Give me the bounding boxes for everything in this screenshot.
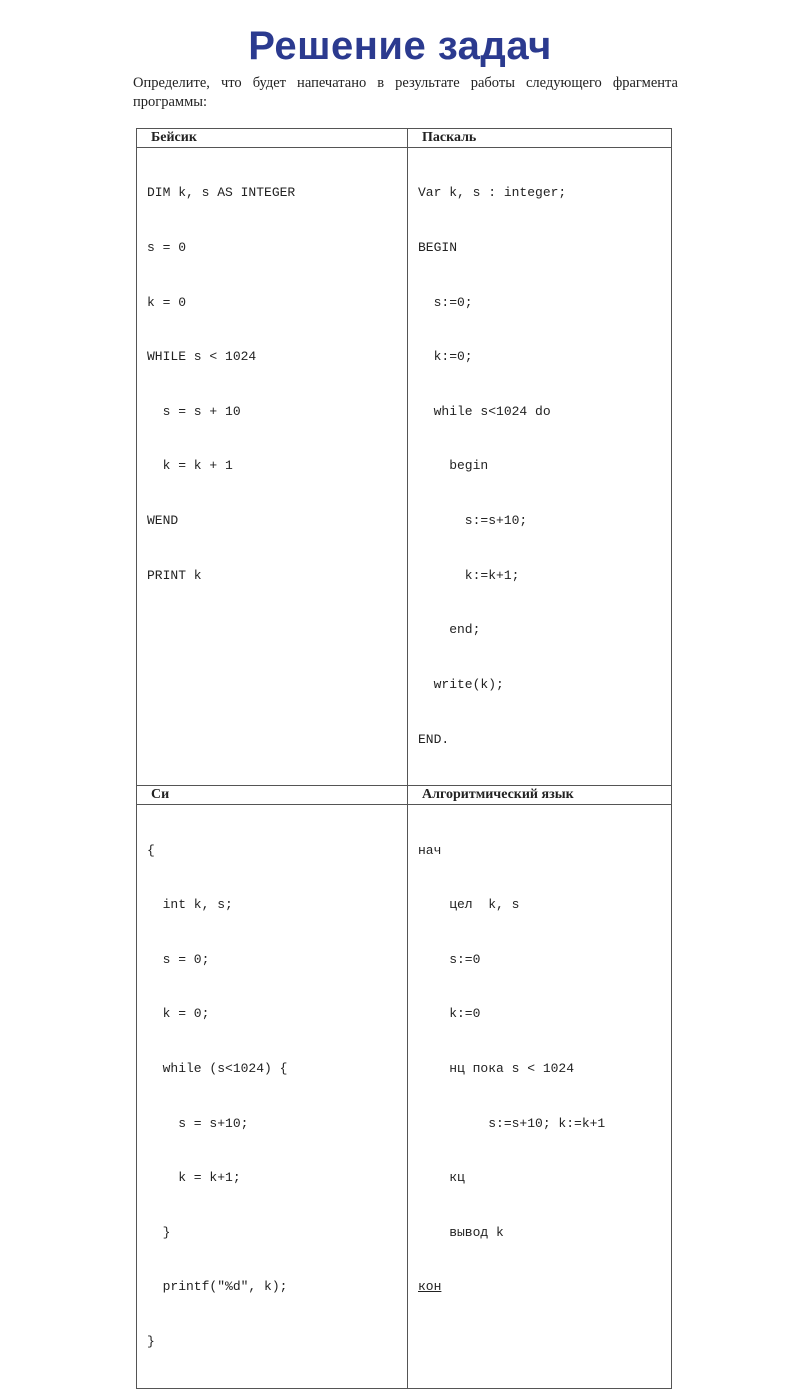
- column-header-basic: Бейсик: [137, 129, 408, 148]
- code-line: нц пока s < 1024: [418, 1060, 575, 1076]
- code-line: s:=s+10;: [418, 513, 528, 529]
- code-line: s:=s+10; k:=k+1: [418, 1115, 606, 1131]
- code-line: s = s + 10: [147, 403, 241, 419]
- column-header-c: Си: [137, 786, 408, 805]
- code-pascal: [408, 148, 672, 786]
- code-line: WEND: [147, 513, 179, 529]
- code-line: end;: [418, 622, 481, 638]
- code-line: s:=0: [418, 951, 481, 967]
- code-table: [136, 128, 672, 1389]
- code-line: s = s+10;: [147, 1115, 249, 1131]
- column-header-algorithmic: Алгоритмический язык: [408, 786, 672, 805]
- code-line: k = k + 1: [147, 458, 233, 474]
- code-line: PRINT k: [147, 567, 202, 583]
- code-line: while (s<1024) {: [147, 1060, 288, 1076]
- code-basic: [137, 148, 408, 786]
- code-line: END.: [418, 731, 450, 747]
- code-line: {: [147, 842, 155, 858]
- code-line: WHILE s < 1024: [147, 349, 257, 365]
- code-line: k:=0;: [418, 349, 473, 365]
- code-line: k = 0;: [147, 1006, 210, 1022]
- code-line: кц: [418, 1170, 465, 1186]
- code-line: k:=k+1;: [418, 567, 520, 583]
- column-header-pascal: Паскаль: [408, 129, 672, 148]
- code-line: }: [147, 1334, 155, 1349]
- code-line: вывод k: [418, 1224, 504, 1240]
- code-line: k = 0: [147, 294, 187, 310]
- code-line: s:=0;: [418, 294, 473, 310]
- code-line: }: [147, 1224, 171, 1240]
- code-line: BEGIN: [418, 240, 458, 256]
- task-question: Определите, что будет напечатано в результате работы следующего фрагмента программы:: [133, 75, 678, 110]
- code-line: while s<1024 do: [418, 403, 551, 419]
- code-c: [137, 805, 408, 1389]
- slide-title: Решение задач: [248, 24, 552, 68]
- task-scan: [127, 70, 680, 1349]
- code-line: k:=0: [418, 1006, 481, 1022]
- code-line: s = 0: [147, 240, 187, 256]
- code-algorithmic: [408, 805, 672, 1389]
- code-line: нач: [418, 842, 442, 858]
- code-line: кон: [418, 1279, 442, 1295]
- code-line: write(k);: [418, 676, 504, 692]
- code-line: s = 0;: [147, 951, 210, 967]
- code-line: цел k, s: [418, 897, 520, 913]
- code-line: begin: [418, 458, 489, 474]
- code-line: printf("%d", k);: [147, 1279, 288, 1295]
- code-line: k = k+1;: [147, 1170, 241, 1186]
- code-line: DIM k, s AS INTEGER: [147, 185, 296, 201]
- code-line: int k, s;: [147, 897, 233, 913]
- code-line: Var k, s : integer;: [418, 185, 567, 201]
